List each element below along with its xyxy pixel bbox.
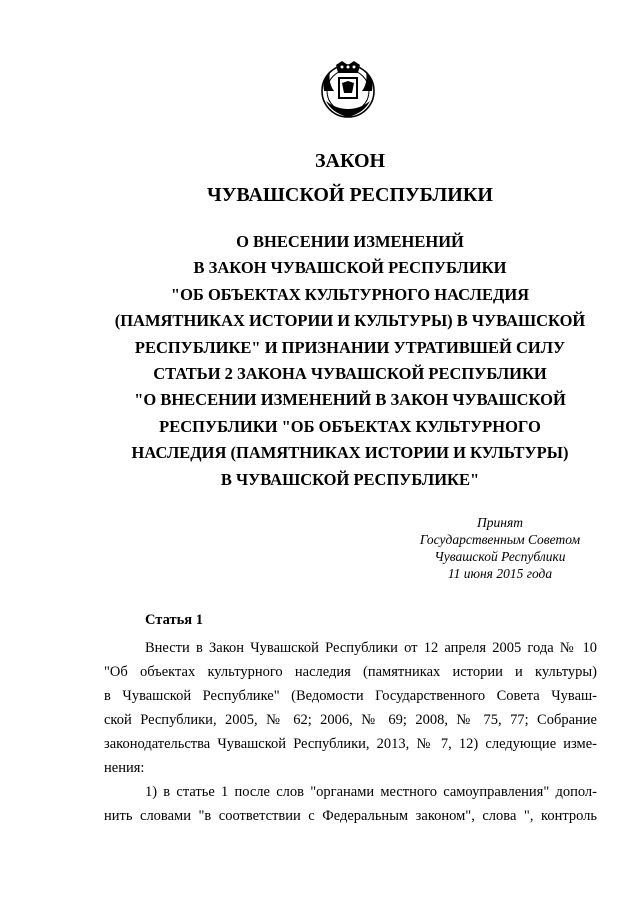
law-republic-title: ЧУВАШСКОЙ РЕСПУБЛИКИ: [207, 184, 493, 206]
subject-line: РЕСПУБЛИКИ "ОБ ОБЪЕКТАХ КУЛЬТУРНОГО: [159, 416, 541, 436]
body-line: Внести в Закон Чувашской Республики от 12 апреля 2005 года № 10: [145, 640, 597, 656]
body-line: нения:: [104, 760, 145, 776]
law-title: ЗАКОН: [314, 150, 386, 172]
subject-line: О ВНЕСЕНИИ ИЗМЕНЕНИЙ: [236, 232, 464, 251]
subject-line: (ПАМЯТНИКАХ ИСТОРИИ И КУЛЬТУРЫ) В ЧУВАШСКОЙ: [114, 311, 586, 331]
adopted-label: Принят: [477, 515, 523, 530]
subject-line: СТАТЬИ 2 ЗАКОНА ЧУВАШСКОЙ РЕСПУБЛИКИ: [153, 364, 547, 384]
subject-line: В ЗАКОН ЧУВАШСКОЙ РЕСПУБЛИКИ: [193, 258, 507, 278]
law-subject: [104, 229, 596, 493]
subject-line: РЕСПУБЛИКЕ" И ПРИЗНАНИИ УТРАТИВШЕЙ СИЛУ: [134, 337, 566, 357]
body-line: в Чувашской Республике" (Ведомости Государственного Совета Чуваш-: [104, 688, 597, 704]
body-line: 1) в статье 1 после слов "органами местного самоуправления" допол-: [145, 784, 597, 800]
adopted-republic: Чувашской Республики: [434, 549, 566, 564]
body-line: нить словами "в соответствии с Федеральным законом", слова ", контроль: [104, 808, 597, 824]
chuvash-republic-emblem-icon: [316, 57, 380, 121]
adoption-block: [400, 514, 600, 582]
body-line: "Об объектах культурного наследия (памятниках истории и культуры): [104, 664, 597, 680]
article-body: [104, 636, 597, 828]
body-line: законодательства Чувашской Республики, 2013, № 7, 12) следующие изме-: [104, 736, 597, 752]
body-line: ской Республики, 2005, № 62; 2006, № 69; 2008, № 75, 77; Собрание: [104, 712, 597, 728]
adopted-by: Государственным Советом: [419, 532, 581, 547]
article-title: Статья 1: [145, 612, 203, 628]
subject-line: НАСЛЕДИЯ (ПАМЯТНИКАХ ИСТОРИИ И КУЛЬТУРЫ): [131, 443, 569, 463]
subject-line: "ОБ ОБЪЕКТАХ КУЛЬТУРНОГО НАСЛЕДИЯ: [170, 284, 530, 304]
adopted-date: 11 июня 2015 года: [447, 566, 553, 581]
subject-line: "О ВНЕСЕНИИ ИЗМЕНЕНИЙ В ЗАКОН ЧУВАШСКОЙ: [134, 390, 566, 410]
subject-line: В ЧУВАШСКОЙ РЕСПУБЛИКЕ": [220, 469, 480, 489]
